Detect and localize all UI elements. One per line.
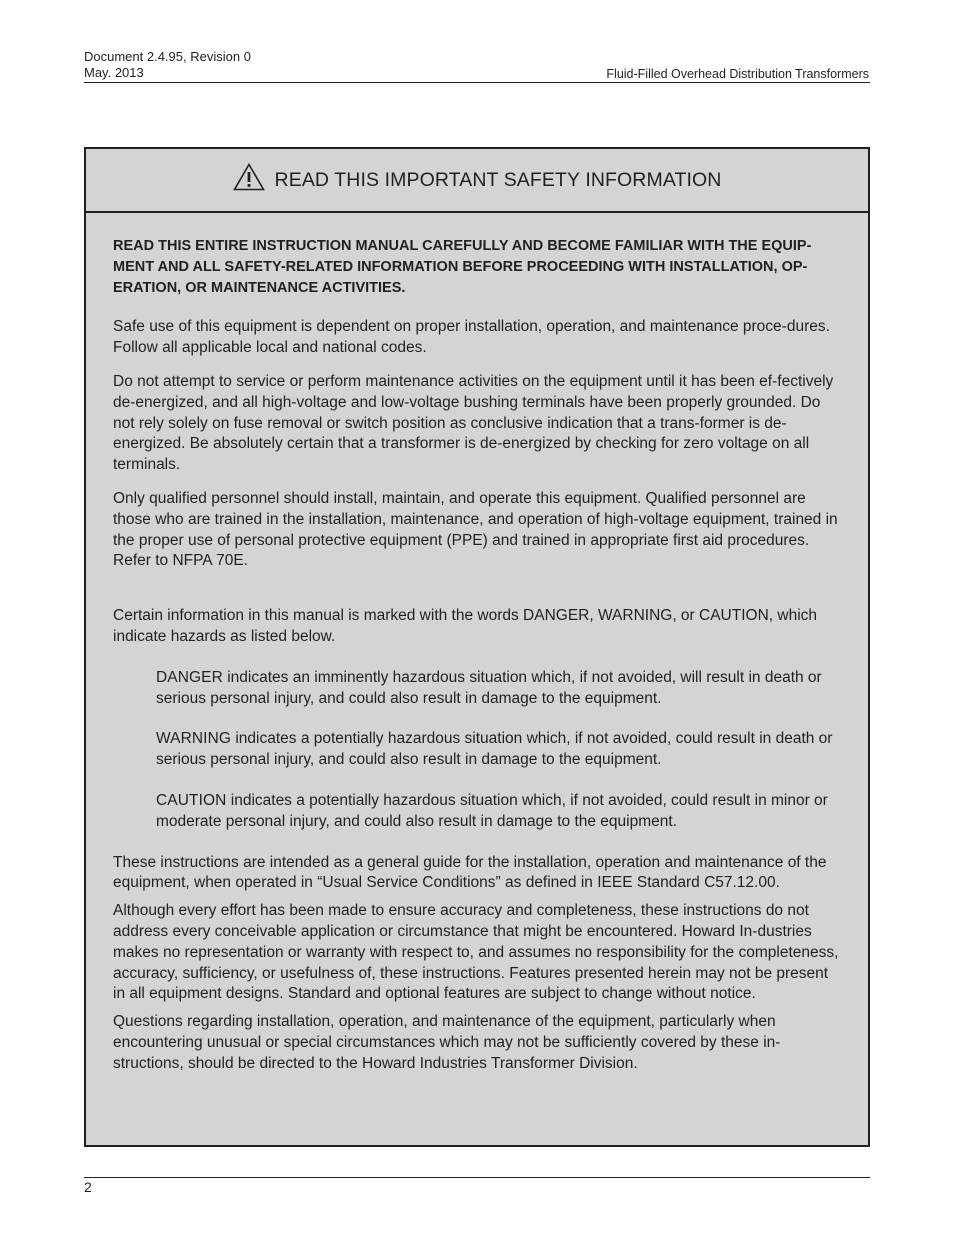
- hazard-definition-caution: [156, 791, 842, 833]
- warning-triangle-icon: [233, 163, 265, 191]
- running-title: Fluid-Filled Overhead Distribution Transformers: [606, 67, 869, 81]
- hazard-text: indicates a potentially hazardous situation which, if not avoided, could result in death or serious personal injury, and could also result in damage to the equipment.: [156, 730, 833, 769]
- paragraph-general-guide: These instructions are intended as a general guide for the installation, operation and maintenance of the equipment, when operated in “Usual Service Conditions” as defined in IEEE Standard C57.12.00.: [113, 853, 827, 892]
- header-divider: [84, 82, 870, 83]
- paragraph-hazard-words: Certain information in this manual is marked with the words DANGER, WARNING, or CAUTION, which indicate hazards as listed below.: [113, 607, 818, 645]
- paragraph-qualified-personnel: Only qualified personnel should install, maintain, and operate this equipment. Qualified personnel are those who are trained in the installation, maintenance, and operation of high-voltage equipment, trained in the proper use of personal protective equipment (PPE) and trained in appropriate first aid procedures. Refer to NFPA 70E.: [113, 489, 838, 570]
- lead-warning-paragraph: READ THIS ENTIRE INSTRUCTION MANUAL CAREFULLY AND BECOME FAMILIAR WITH THE EQUIP-MENT AND ALL SAFETY-RELATED INFORMATION BEFORE PROCEEDING WITH INSTALLATION, OP-ERATION, OR MAINTENANCE ACTIVITIES.: [113, 238, 812, 296]
- safety-box-header: [86, 149, 868, 213]
- safety-information-box: [84, 147, 870, 1147]
- footer-divider: [84, 1177, 870, 1178]
- hazard-term: WARNING: [156, 730, 232, 748]
- page-number: 2: [84, 1179, 92, 1195]
- hazard-definition-danger: [156, 668, 842, 710]
- paragraph-de-energize: Do not attempt to service or perform maintenance activities on the equipment until it has been ef-fectively de-energized, and all high-voltage and low-voltage bushing terminals have been properly grounded. Do not rely solely on fuse removal or switch position as conclusive indication that a trans-former is de-energized. Be absolutely certain that a transformer is de-energized by checking for zero voltage on all terminals.: [113, 372, 834, 474]
- hazard-text: indicates a potentially hazardous situation which, if not avoided, could result in minor or moderate personal injury, and could also result in damage to the equipment.: [156, 791, 828, 830]
- hazard-term: CAUTION: [156, 791, 227, 809]
- hazard-term: DANGER: [156, 668, 223, 686]
- paragraph-safe-use: Safe use of this equipment is dependent on proper installation, operation, and maintenance proce-dures. Follow all applicable local and national codes.: [113, 318, 830, 357]
- document-info: [84, 49, 251, 81]
- paragraph-disclaimer: Although every effort has been made to ensure accuracy and completeness, these instructions do not address every conceivable application or circumstance that might be encountered. Howard In-dustries makes no representation or warranty with respect to, and assumes no responsibility for the completeness, accuracy, sufficiency, or usefulness of, these instructions. Features presented herein may not be present in all equipment designs. Standard and optional features are subject to change without notice.: [113, 902, 839, 1003]
- document-number: Document 2.4.95, Revision 0: [84, 49, 251, 64]
- safety-box-body: [113, 236, 842, 1075]
- hazard-text: indicates an imminently hazardous situation which, if not avoided, will result in death or serious personal injury, and could also result in damage to the equipment.: [156, 668, 822, 707]
- document-date: May. 2013: [84, 65, 144, 80]
- hazard-definition-warning: [156, 729, 842, 771]
- safety-box-title: READ THIS IMPORTANT SAFETY INFORMATION: [274, 168, 722, 191]
- paragraph-questions: Questions regarding installation, operation, and maintenance of the equipment, particularly when encountering unusual or special circumstances which may not be sufficiently covered by these in-structions, should be directed to the Howard Industries Transformer Division.: [113, 1013, 781, 1072]
